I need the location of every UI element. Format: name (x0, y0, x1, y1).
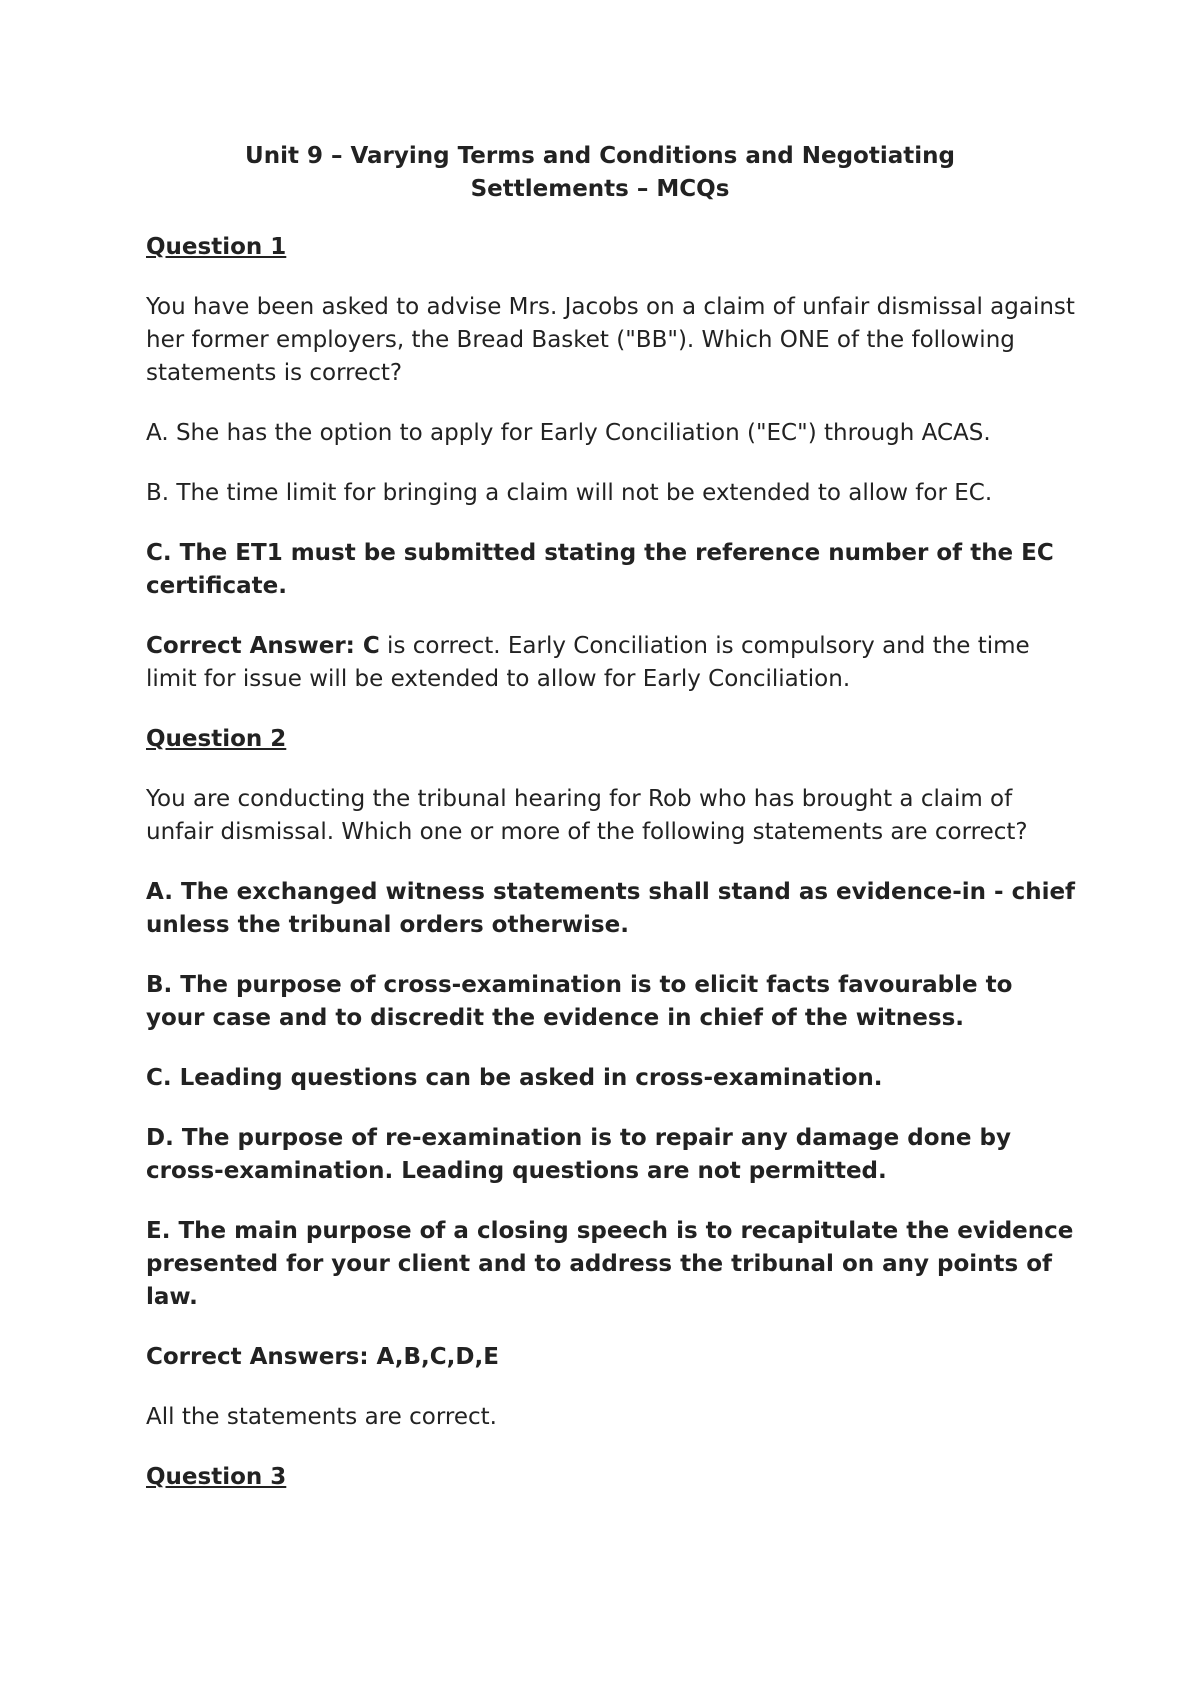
title-line-1: Unit 9 – Varying Terms and Conditions and Negotiating (245, 143, 955, 169)
question-2-answer-text: All the statements are correct. (146, 1404, 497, 1430)
question-2-option-a: A. The exchanged witness statements shall stand as evidence-in - chief unless the tribunal orders otherwise. (146, 879, 1076, 938)
question-1-option-a: A. She has the option to apply for Early Conciliation ("EC") through ACAS. (146, 420, 991, 446)
title-line-2: Settlements – MCQs (470, 176, 730, 202)
question-2-option-d: D. The purpose of re-examination is to repair any damage done by cross-examination. Leading questions are not permitted. (146, 1125, 1011, 1184)
question-2-option-c: C. Leading questions can be asked in cross-examination. (146, 1065, 883, 1091)
question-2-prompt: You are conducting the tribunal hearing for Rob who has brought a claim of unfair dismissal. Which one or more of the following statements are correct? (146, 786, 1028, 845)
question-1-heading: Question 1 (146, 234, 287, 260)
question-1-prompt: You have been asked to advise Mrs. Jacobs on a claim of unfair dismissal against her former employers, the Bread Basket ("BB"). Which ONE of the following statements is correct? (146, 294, 1075, 386)
question-1-answer-text: is correct. Early Conciliation is compulsory and the time limit for issue will be extended to allow for Early Conciliation. (146, 633, 1030, 692)
question-2-heading: Question 2 (146, 726, 287, 752)
question-2-option-e: E. The main purpose of a closing speech is to recapitulate the evidence presented for your client and to address the tribunal on any points of law. (146, 1218, 1074, 1310)
document-body (146, 140, 1076, 1521)
question-1-answer-label: Correct Answer: C (146, 633, 380, 659)
question-2-option-b: B. The purpose of cross-examination is to elicit facts favourable to your case and to discredit the evidence in chief of the witness. (146, 972, 1013, 1031)
question-3-heading: Question 3 (146, 1464, 287, 1490)
question-1-option-c: C. The ET1 must be submitted stating the reference number of the EC certificate. (146, 540, 1054, 599)
question-1-answer (146, 630, 1076, 696)
question-2-answer-label: Correct Answers: A,B,C,D,E (146, 1344, 499, 1370)
question-1-option-b: B. The time limit for bringing a claim will not be extended to allow for EC. (146, 480, 993, 506)
document-title (146, 140, 1054, 206)
